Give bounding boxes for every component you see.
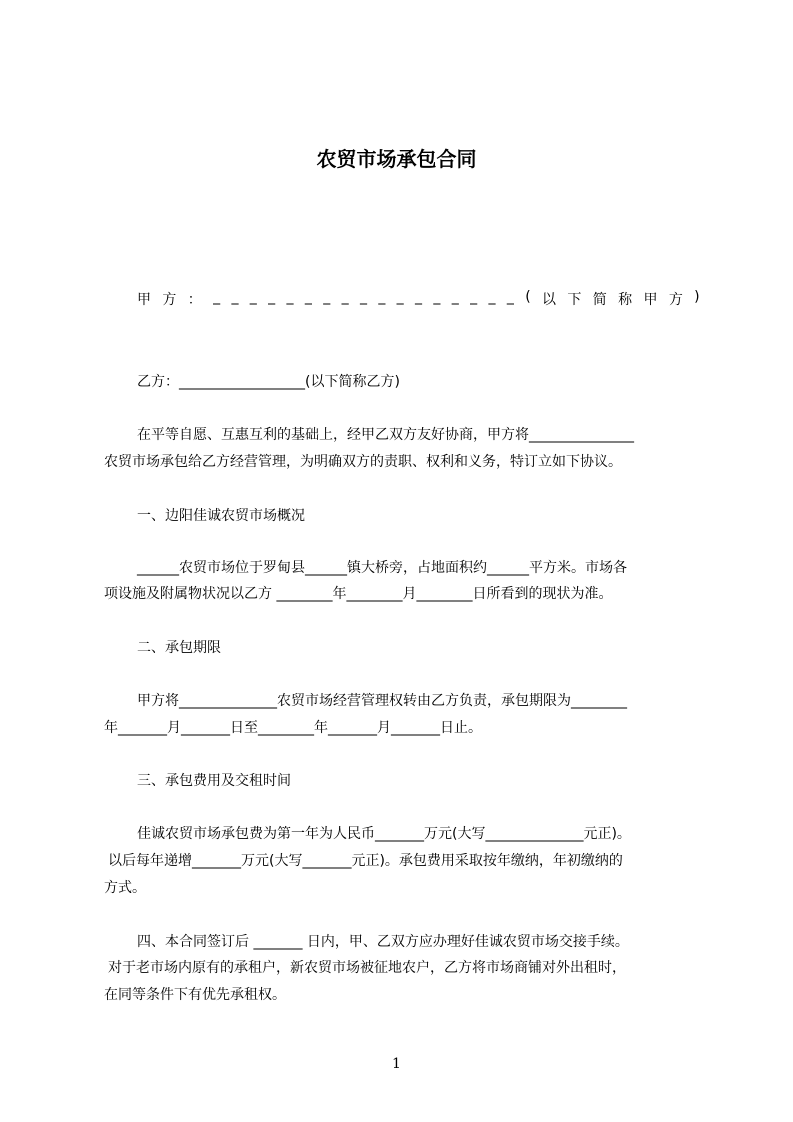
party-a-char: _: [341, 289, 349, 305]
section-4-line-1: 四、本合同签订后 _______ 日内，甲、乙双方应办理好佳诚农贸市场交接手续。: [137, 934, 629, 950]
party-a-char: _: [396, 289, 404, 305]
section-1-line-1: ______农贸市场位于罗甸县______镇大桥旁，占地面积约______平方米。市场各: [137, 560, 627, 576]
party-a-char: 以: [542, 292, 557, 308]
section-2-line-1: 甲方将______________农贸市场经营管理权转由乙方负责，承包期限为________: [137, 693, 627, 709]
section-1-line-2: 项设施及附属物状况以乙方 ________年________月________日所看到的现状为准。: [104, 586, 613, 602]
section-3-line-1: 佳诚农贸市场承包费为第一年为人民币_______万元(大写______________元正)。: [137, 826, 631, 842]
party-a-char: _: [451, 289, 459, 305]
party-a-char: _: [323, 289, 331, 305]
party-b-line: 乙方：__________________(以下简称乙方): [137, 374, 400, 390]
party-a-char: _: [213, 289, 221, 305]
party-a-line: [137, 289, 700, 309]
party-a-char: (: [525, 289, 531, 305]
party-a-char: ：: [187, 292, 202, 308]
party-a-char: _: [231, 289, 239, 305]
section-1-heading: 一、边阳佳诚农贸市场概况: [137, 508, 305, 524]
party-a-char: _: [433, 289, 441, 305]
document-title: 农贸市场承包合同: [316, 147, 477, 171]
page-number: 1: [392, 1056, 401, 1072]
party-a-char: 下: [567, 292, 582, 308]
party-a-char: _: [304, 289, 312, 305]
party-a-char: 甲: [643, 292, 658, 308]
party-a-char: _: [415, 289, 423, 305]
section-3-heading: 三、承包费用及交租时间: [137, 773, 291, 789]
section-4-line-3: 在同等条件下有优先承租权。: [104, 987, 286, 1003]
party-a-char: _: [359, 289, 367, 305]
section-4-line-2: 对于老市场内原有的承租户，新农贸市场被征地农户，乙方将市场商铺对外出租时，: [108, 960, 626, 976]
party-a-char: 称: [618, 292, 633, 308]
section-3-line-2: 以后每年递增_______万元(大写_______元正)。承包费用采取按年缴纳，年初缴纳的: [108, 853, 623, 869]
party-a-char: _: [488, 289, 496, 305]
party-a-char: 方: [162, 292, 177, 308]
section-2-heading: 二、承包期限: [137, 640, 221, 656]
section-3-line-3: 方式。: [104, 880, 146, 896]
party-a-char: _: [470, 289, 478, 305]
section-2-line-2: 年_______月_______日至________年_______月_______日止。: [104, 720, 482, 736]
party-a-char: ): [694, 289, 700, 305]
party-a-char: _: [378, 289, 386, 305]
party-a-char: 方: [668, 292, 683, 308]
party-a-char: _: [286, 289, 294, 305]
intro-line-2: 农贸市场承包给乙方经营管理，为明确双方的责职、权利和义务，特订立如下协议。: [104, 454, 622, 470]
party-a-char: 甲: [137, 292, 151, 308]
party-a-char: _: [249, 289, 257, 305]
party-a-char: 简: [592, 292, 607, 308]
party-a-char: _: [506, 289, 514, 305]
intro-line-1: 在平等自愿、互惠互利的基础上，经甲乙双方友好协商，甲方将_______________: [137, 427, 634, 443]
party-a-char: _: [268, 289, 276, 305]
